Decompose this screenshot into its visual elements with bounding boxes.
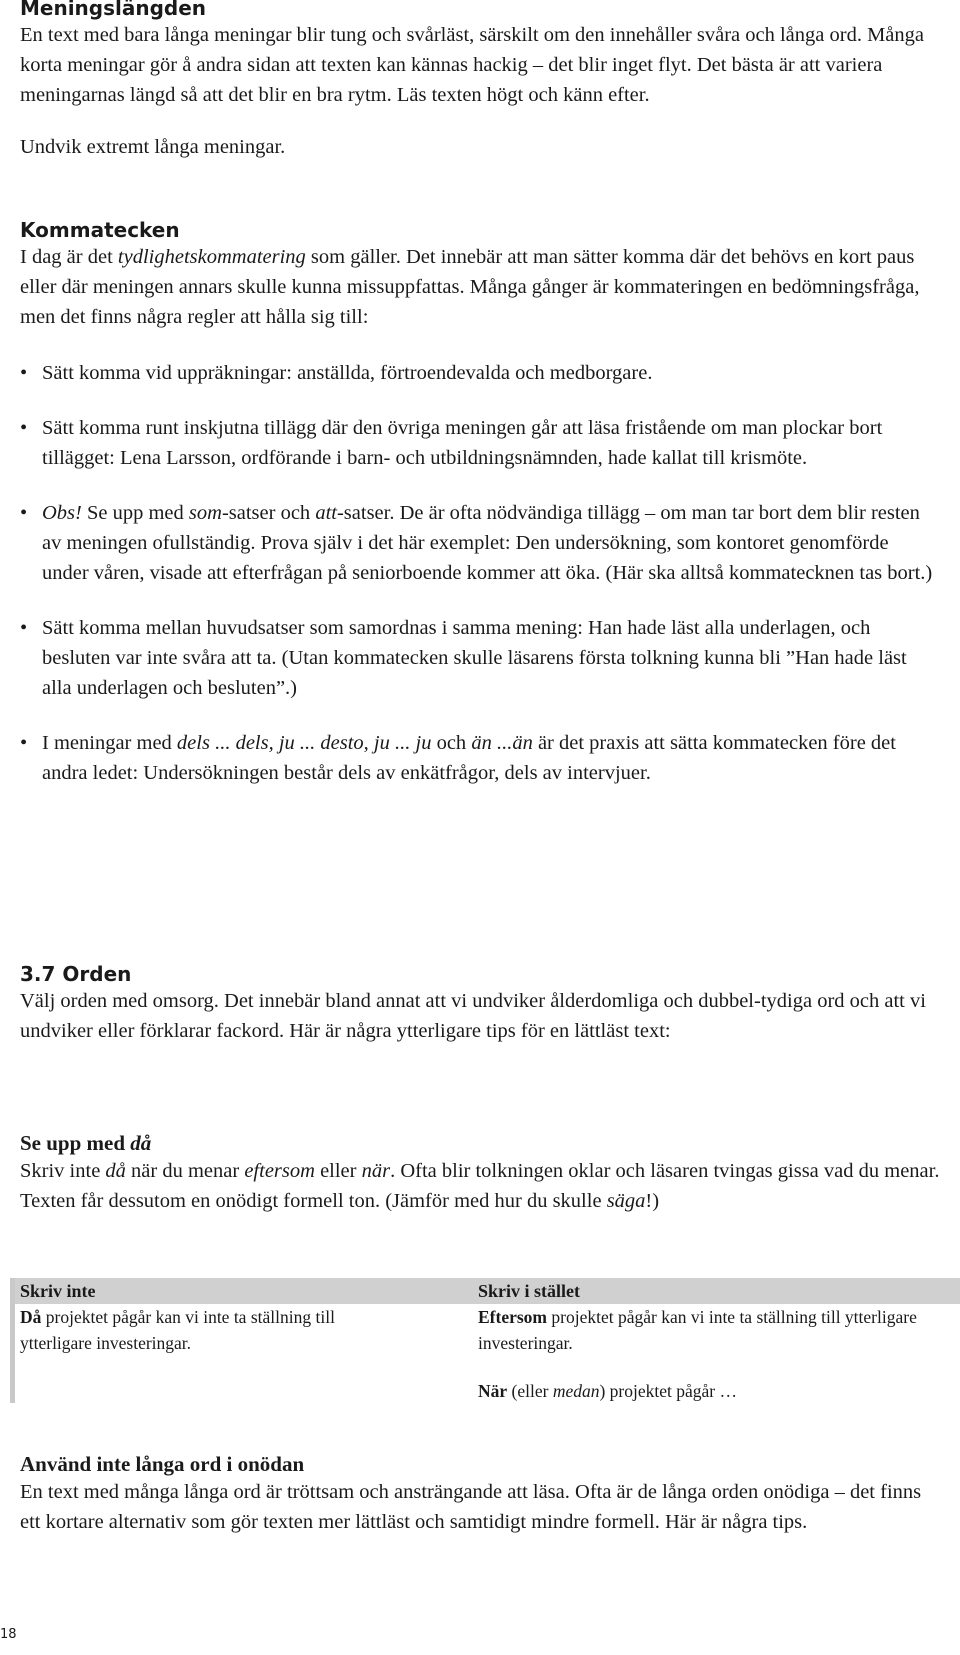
section-kommatecken (20, 218, 940, 788)
paragraph-meningslangden: En text med bara långa meningar blir tung och svårläst, särskilt om den innehåller svåra och långa ord. Många korta meningar gör å andra sidan att texten kan kännas hackig – det blir inget flyt. Det bästa är att variera meningarnas längd så att det blir en bra rytm. Läs texten högt och känn efter. (20, 24, 924, 106)
paragraph-orden: Välj orden med omsorg. Det innebär bland annat att vi undviker ålderdomliga och dubbel-tydiga ord och att vi undviker eller förklarar fackord. Här är några ytterligare tips för en lättläst text: (20, 990, 926, 1042)
paragraph-se-upp: Skriv inte då när du menar eftersom eller när. Ofta blir tolkningen oklar och läsaren tvingas gissa vad du menar. Texten får dessutom en onödigt formell ton. (Jämför med hur du skulle säga!) (20, 1160, 940, 1212)
section-meningslangden (20, 0, 940, 162)
bullet: • (20, 417, 28, 439)
table-cell-skriv-i-stallet-alt: När (eller medan) projektet pågår … (478, 1381, 737, 1401)
comparison-table (10, 1278, 960, 1403)
paragraph-kommatecken-intro: I dag är det tydlighetskommatering som gäller. Det innebär att man sätter komma där det behövs en kort paus eller där meningen annars skulle kunna missuppfattas. Många gånger är kommateringen en bedömningsfråga, men det finns några regler att hålla sig till: (20, 246, 920, 328)
list-item: • Obs! Se upp med som-satser och att-satser. De är ofta nödvändiga tillägg – om man tar bort dem blir resten av meningen ofullständig. Prova själv i det här exemplet: Den undersökning, som kontoret genomförde under våren, visade att efterfrågan på seniorboende kommer att öka. (Här ska alltså kommatecknen tas bort.) (20, 498, 940, 588)
table-left-border (10, 1278, 15, 1403)
table-cell-skriv-i-stallet: Eftersom projektet pågår kan vi inte ta ställning till ytterligare investeringar. (478, 1307, 917, 1353)
bullet: • (20, 617, 28, 639)
heading-orden: 3.7 Orden (20, 962, 132, 986)
heading-kommatecken: Kommatecken (20, 218, 180, 242)
section-se-upp-med-da (20, 1130, 940, 1216)
bullet: • (20, 732, 28, 754)
list-item: • Sätt komma runt inskjutna tillägg där den övriga meningen går att läsa fristående om man plockar bort tillägget: Lena Larsson, ordförande i barn- och utbildningsnämnden, hade kallat till krismöte. (20, 413, 940, 473)
heading-langa-ord: Använd inte långa ord i onödan (20, 1452, 305, 1476)
table-header-skriv-inte: Skriv inte (20, 1281, 96, 1301)
paragraph-langa-ord: En text med många långa ord är tröttsam och ansträngande att läsa. Ofta är de långa orden onödiga – det finns ett kortare alternativ som gör texten mer lättläst och samtidigt mindre formell. Här är några tips. (20, 1481, 922, 1533)
list-item: • I meningar med dels ... dels, ju ... desto, ju ... ju och än ...än är det praxis att sätta kommatecken före det andra ledet: Undersökningen består dels av enkätfrågor, dels av intervjuer. (20, 728, 940, 788)
paragraph-undvik: Undvik extremt långa meningar. (20, 136, 286, 158)
table-header-skriv-i-stallet: Skriv i stället (478, 1281, 580, 1301)
section-orden (20, 962, 940, 1046)
list-item: • Sätt komma mellan huvudsatser som samordnas i samma mening: Han hade läst alla underlagen, och besluten var inte svåra att ta. (Utan kommatecken skulle läsarens första tolkning kunna bli ”Han hade läst alla underlagen och besluten”.) (20, 613, 940, 703)
list-item: • Sätt komma vid uppräkningar: anställda, förtroendevalda och medborgare. (20, 358, 940, 388)
heading-se-upp-med-da: Se upp med då (20, 1131, 152, 1155)
section-langa-ord (20, 1451, 940, 1537)
comma-rules-list (20, 358, 940, 788)
bullet: • (20, 502, 28, 524)
table-cell-skriv-inte: Då projektet pågår kan vi inte ta ställning till ytterligare investeringar. (20, 1307, 335, 1353)
page-number: 18 (0, 1627, 17, 1642)
heading-meningslangden: Meningslängden (20, 0, 207, 20)
bullet: • (20, 362, 28, 384)
